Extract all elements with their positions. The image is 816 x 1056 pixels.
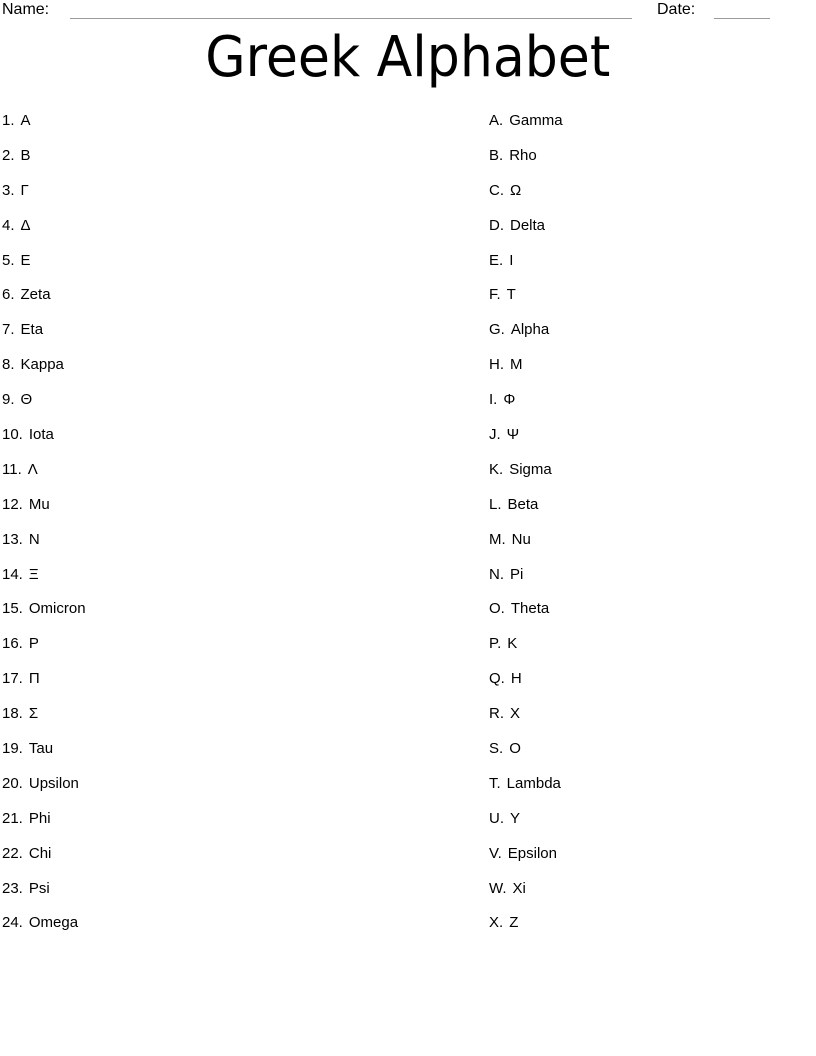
question-text: Ν xyxy=(28,530,40,548)
question-number: 20. xyxy=(2,774,23,792)
question-number: 4. xyxy=(2,216,15,234)
question-row xyxy=(2,627,472,662)
answer-text: Theta xyxy=(510,600,550,618)
answer-row xyxy=(489,802,809,837)
answer-row xyxy=(489,732,809,767)
answer-row xyxy=(489,174,809,209)
answer-letter: U. xyxy=(489,809,504,827)
answer-letter: V. xyxy=(489,844,502,862)
question-row xyxy=(2,278,472,313)
answer-letter: Q. xyxy=(489,670,505,688)
question-row xyxy=(2,209,472,244)
question-row xyxy=(2,104,472,139)
question-text: Γ xyxy=(20,181,29,199)
answer-text: Τ xyxy=(506,286,516,304)
answer-letter: B. xyxy=(489,146,504,164)
answer-list xyxy=(489,104,809,941)
answer-letter: O. xyxy=(489,600,505,618)
answer-text: Φ xyxy=(503,391,516,409)
answer-row xyxy=(489,488,809,523)
answer-letter: K. xyxy=(489,460,504,478)
answer-text: Ι xyxy=(509,251,514,269)
question-text: Tau xyxy=(28,740,54,758)
answer-text: Μ xyxy=(510,356,523,374)
answer-text: Epsilon xyxy=(507,844,557,862)
answer-row xyxy=(489,418,809,453)
question-number: 11. xyxy=(2,460,22,478)
answer-text: Ω xyxy=(510,181,522,199)
question-number: 19. xyxy=(2,740,23,758)
answer-letter: X. xyxy=(489,914,504,932)
question-row xyxy=(2,767,472,802)
question-number: 22. xyxy=(2,844,23,862)
question-text: Ε xyxy=(20,251,31,269)
answer-row xyxy=(489,348,809,383)
question-text: Omega xyxy=(28,914,79,932)
answer-letter: J. xyxy=(489,426,501,444)
answer-text: Pi xyxy=(510,565,524,583)
answer-row xyxy=(489,383,809,418)
question-row xyxy=(2,662,472,697)
answer-row xyxy=(489,697,809,732)
question-text: Kappa xyxy=(20,356,64,374)
question-text: Upsilon xyxy=(28,774,79,792)
answer-text: Υ xyxy=(510,809,521,827)
question-number: 3. xyxy=(2,181,15,199)
question-text: Ξ xyxy=(28,565,39,583)
answer-letter: N. xyxy=(489,565,504,583)
answer-letter: W. xyxy=(489,879,507,897)
date-label: Date: xyxy=(657,1,696,18)
question-row xyxy=(2,383,472,418)
question-row xyxy=(2,697,472,732)
answer-row xyxy=(489,453,809,488)
answer-text: Χ xyxy=(510,705,521,723)
question-number: 10. xyxy=(2,426,23,444)
answer-letter: F. xyxy=(489,286,501,304)
answer-row xyxy=(489,837,809,872)
question-row xyxy=(2,872,472,907)
answer-row xyxy=(489,627,809,662)
question-row xyxy=(2,802,472,837)
name-label: Name: xyxy=(2,1,50,18)
answer-letter: H. xyxy=(489,356,504,374)
answer-text: Gamma xyxy=(509,112,563,129)
answer-row xyxy=(489,558,809,593)
answer-letter: A. xyxy=(489,112,504,129)
answer-row xyxy=(489,767,809,802)
answer-letter: L. xyxy=(489,495,502,513)
answer-letter: R. xyxy=(489,705,504,723)
question-text: Π xyxy=(28,670,40,688)
question-text: Phi xyxy=(28,809,51,827)
answer-letter: C. xyxy=(489,181,504,199)
question-list xyxy=(2,104,472,941)
question-number: 14. xyxy=(2,565,23,583)
answer-text: Ψ xyxy=(506,426,520,444)
question-text: Β xyxy=(20,146,31,164)
question-text: Α xyxy=(20,112,31,129)
answer-text: Xi xyxy=(512,879,526,897)
answer-text: Η xyxy=(510,670,522,688)
name-blank-line[interactable] xyxy=(70,4,632,19)
question-number: 23. xyxy=(2,879,23,897)
question-number: 13. xyxy=(2,530,23,548)
answer-text: Beta xyxy=(507,495,539,513)
question-text: Psi xyxy=(28,879,50,897)
question-text: Θ xyxy=(20,391,33,409)
question-number: 16. xyxy=(2,635,23,653)
answer-row xyxy=(489,313,809,348)
question-number: 15. xyxy=(2,600,23,618)
answer-letter: T. xyxy=(489,774,501,792)
question-row xyxy=(2,837,472,872)
question-row xyxy=(2,244,472,279)
question-row xyxy=(2,139,472,174)
question-text: Chi xyxy=(28,844,52,862)
question-row xyxy=(2,348,472,383)
page-title xyxy=(0,26,816,90)
answer-row xyxy=(489,906,809,941)
answer-text: Nu xyxy=(511,530,531,548)
question-row xyxy=(2,418,472,453)
answer-text: Rho xyxy=(509,146,537,164)
question-text: Λ xyxy=(27,460,38,478)
page-title-text: Greek Alphabet xyxy=(205,25,611,90)
answer-letter: M. xyxy=(489,530,506,548)
answer-row xyxy=(489,662,809,697)
question-number: 21. xyxy=(2,809,23,827)
answer-text: Sigma xyxy=(509,460,552,478)
question-number: 6. xyxy=(2,286,15,304)
answer-text: Alpha xyxy=(510,321,550,339)
question-text: Ρ xyxy=(28,635,39,653)
question-number: 12. xyxy=(2,495,23,513)
answer-letter: D. xyxy=(489,216,504,234)
answer-letter: E. xyxy=(489,251,504,269)
question-text: Zeta xyxy=(20,286,51,304)
question-row xyxy=(2,313,472,348)
question-number: 1. xyxy=(2,112,15,129)
answer-row xyxy=(489,244,809,279)
answer-text: Κ xyxy=(507,635,518,653)
answer-letter: G. xyxy=(489,321,505,339)
question-text: Σ xyxy=(28,705,39,723)
answer-letter: I. xyxy=(489,391,498,409)
question-number: 18. xyxy=(2,705,23,723)
question-text: Omicron xyxy=(28,600,86,618)
question-text: Iota xyxy=(28,426,54,444)
answer-row xyxy=(489,209,809,244)
question-row xyxy=(2,558,472,593)
answer-letter: P. xyxy=(489,635,502,653)
question-text: Mu xyxy=(28,495,50,513)
answer-text: Ζ xyxy=(509,914,519,932)
answer-row xyxy=(489,278,809,313)
question-number: 7. xyxy=(2,321,15,339)
question-text: Δ xyxy=(20,216,31,234)
question-number: 9. xyxy=(2,391,15,409)
date-blank-line[interactable] xyxy=(714,4,770,19)
answer-text: Lambda xyxy=(506,774,561,792)
question-row xyxy=(2,488,472,523)
question-row xyxy=(2,906,472,941)
answer-row xyxy=(489,104,809,139)
question-number: 8. xyxy=(2,356,15,374)
answer-row xyxy=(489,872,809,907)
question-number: 17. xyxy=(2,670,23,688)
question-row xyxy=(2,453,472,488)
question-number: 24. xyxy=(2,914,23,932)
answer-text: Ο xyxy=(509,740,521,758)
question-number: 2. xyxy=(2,146,15,164)
answer-letter: S. xyxy=(489,740,504,758)
question-number: 5. xyxy=(2,251,15,269)
question-row xyxy=(2,732,472,767)
question-row xyxy=(2,174,472,209)
question-text: Eta xyxy=(20,321,44,339)
answer-text: Delta xyxy=(510,216,546,234)
question-row xyxy=(2,592,472,627)
answer-row xyxy=(489,523,809,558)
answer-row xyxy=(489,139,809,174)
question-row xyxy=(2,523,472,558)
answer-row xyxy=(489,592,809,627)
